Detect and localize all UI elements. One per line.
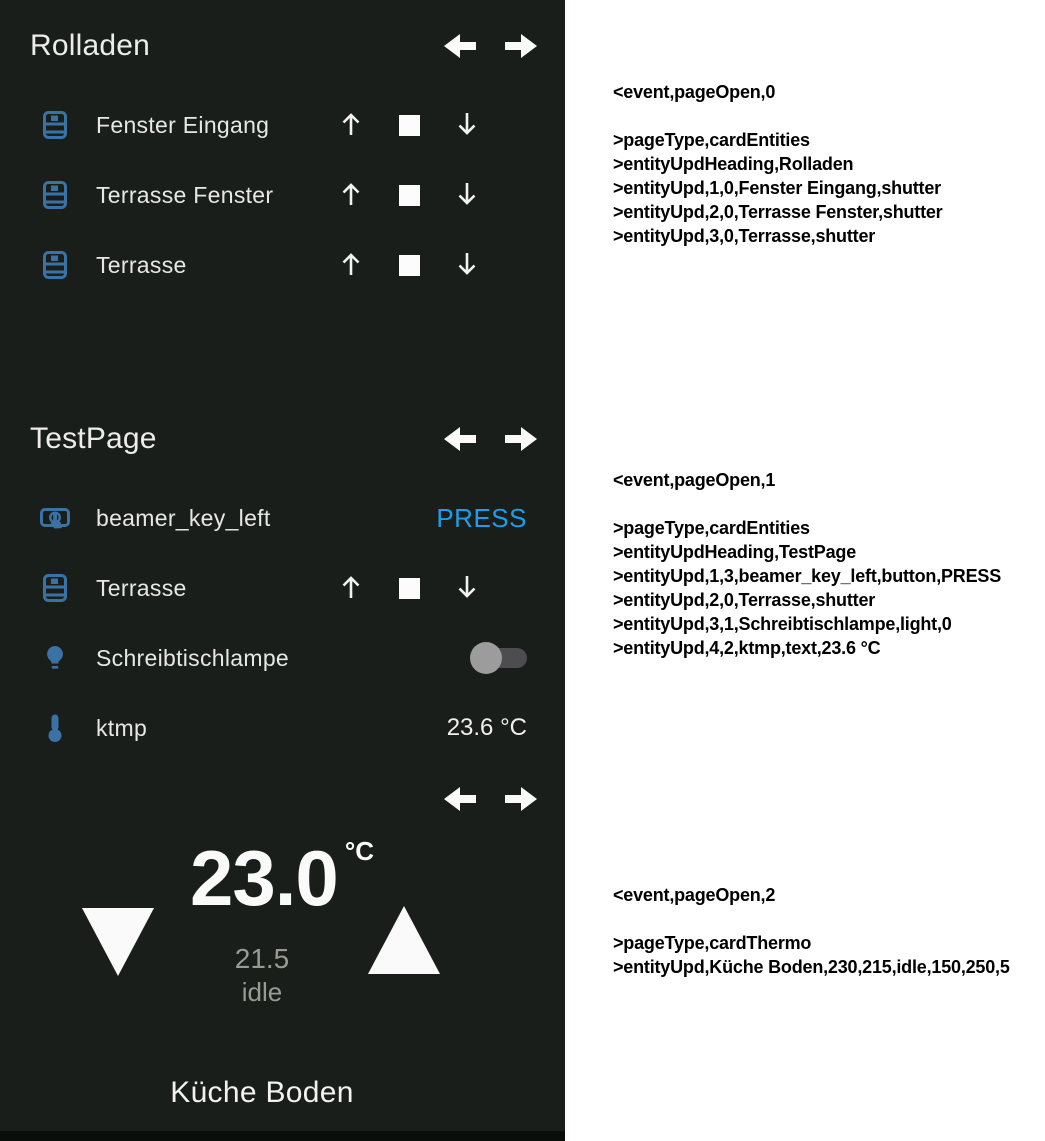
prev-page-button[interactable] [441,784,477,814]
temperature-unit: °C [344,836,374,866]
card-thermo [0,753,565,1131]
arrow-down-icon [455,179,479,212]
protocol-log [565,0,1045,1141]
lightbulb-icon [40,644,70,672]
toggle-knob [470,642,502,674]
log-line: >entityUpd,2,0,Terrasse,shutter [613,590,876,610]
right-arrow-icon [504,424,540,454]
entity-row [40,553,527,623]
card-entities-rolladen [0,0,565,393]
card-entities-testpage [0,393,565,753]
shutter-down-button[interactable] [438,243,496,287]
entity-label: Terrasse Fenster [96,181,274,208]
prev-page-button[interactable] [441,31,477,61]
shutter-up-button[interactable] [322,103,380,147]
gesture-tap-button-icon [40,504,70,532]
arrow-up-icon [339,572,363,605]
log-block-page2 [613,883,1010,979]
arrow-up-icon [339,109,363,142]
entity-label: ktmp [96,714,148,741]
card-header [0,0,565,65]
shutter-down-button[interactable] [438,103,496,147]
entity-row [40,483,527,553]
entity-label: Schreibtischlampe [96,644,290,671]
log-line: >entityUpd,4,2,ktmp,text,23.6 °C [613,638,881,658]
shutter-down-button[interactable] [438,566,496,610]
log-block-page1 [613,468,1001,660]
current-temperature-value: 23.0 [190,834,338,922]
window-shutter-icon [40,574,70,602]
shutter-stop-button[interactable] [380,243,438,287]
arrow-up-icon [339,249,363,282]
log-line: >entityUpd,3,0,Terrasse,shutter [613,226,876,246]
shutter-stop-button[interactable] [380,566,438,610]
entity-rows [0,483,565,763]
entity-row [40,230,527,300]
log-event-line: <event,pageOpen,0 [613,82,776,102]
page-nav [441,784,540,814]
hvac-state: idle [241,977,283,1007]
text-value [447,714,527,742]
log-line: >pageType,cardEntities [613,130,810,150]
arrow-down-icon [455,109,479,142]
log-line: >entityUpdHeading,TestPage [613,542,857,562]
right-arrow-icon [504,31,540,61]
entity-rows [0,90,565,300]
screen-bottom-strip [0,1131,565,1141]
log-block-page0 [613,80,943,248]
entity-label: Fenster Eingang [96,111,270,138]
window-shutter-icon [40,251,70,279]
left-arrow-icon [441,424,477,454]
log-line: >entityUpd,2,0,Terrasse Fenster,shutter [613,202,943,222]
thermostat-name: Küche Boden [170,1076,354,1109]
shutter-controls [322,243,496,287]
arrow-up-icon [339,179,363,212]
stop-square-icon [399,255,420,276]
entity-row [40,160,527,230]
left-arrow-icon [441,784,477,814]
thermometer-icon [40,713,70,743]
next-page-button[interactable] [504,31,540,61]
next-page-button[interactable] [504,784,540,814]
stop-square-icon [399,578,420,599]
shutter-controls [322,173,496,217]
log-line: >pageType,cardEntities [613,518,810,538]
window-shutter-icon [40,111,70,139]
log-line: >entityUpd,3,1,Schreibtischlampe,light,0 [613,614,952,634]
light-control [470,642,527,674]
log-line: >entityUpd,Küche Boden,230,215,idle,150,250,5 [613,957,1010,977]
shutter-stop-button[interactable] [380,103,438,147]
next-page-button[interactable] [504,424,540,454]
shutter-up-button[interactable] [322,243,380,287]
stop-square-icon [399,185,420,206]
light-toggle-switch[interactable] [470,642,527,674]
shutter-stop-button[interactable] [380,173,438,217]
log-line: >pageType,cardThermo [613,933,812,953]
right-arrow-icon [504,784,540,814]
prev-page-button[interactable] [441,424,477,454]
entity-label: beamer_key_left [96,504,271,531]
setpoint-temperature: 21.5 [234,943,290,974]
press-button[interactable]: PRESS [436,502,527,533]
shutter-controls [322,103,496,147]
page-nav [441,31,540,61]
log-event-line: <event,pageOpen,1 [613,470,776,490]
shutter-up-button[interactable] [322,566,380,610]
shutter-controls [322,566,496,610]
page-title: Rolladen [30,29,151,62]
current-temperature [190,834,374,922]
entity-label: Terrasse [96,574,187,601]
arrow-down-icon [455,249,479,282]
button-control [436,503,527,534]
window-shutter-icon [40,181,70,209]
shutter-down-button[interactable] [438,173,496,217]
page-nav [441,424,540,454]
left-arrow-icon [441,31,477,61]
shutter-up-button[interactable] [322,173,380,217]
entity-row [40,90,527,160]
log-event-line: <event,pageOpen,2 [613,885,776,905]
temperature-value: 23.6 °C [446,714,527,741]
card-header [0,393,565,458]
entity-label: Terrasse [96,251,187,278]
entity-row [40,623,527,693]
arrow-down-icon [455,572,479,605]
page-title: TestPage [30,422,157,455]
log-line: >entityUpd,1,3,beamer_key_left,button,PRESS [613,566,1002,586]
log-line: >entityUpd,1,0,Fenster Eingang,shutter [613,178,941,198]
log-line: >entityUpdHeading,Rolladen [613,154,854,174]
stop-square-icon [399,115,420,136]
